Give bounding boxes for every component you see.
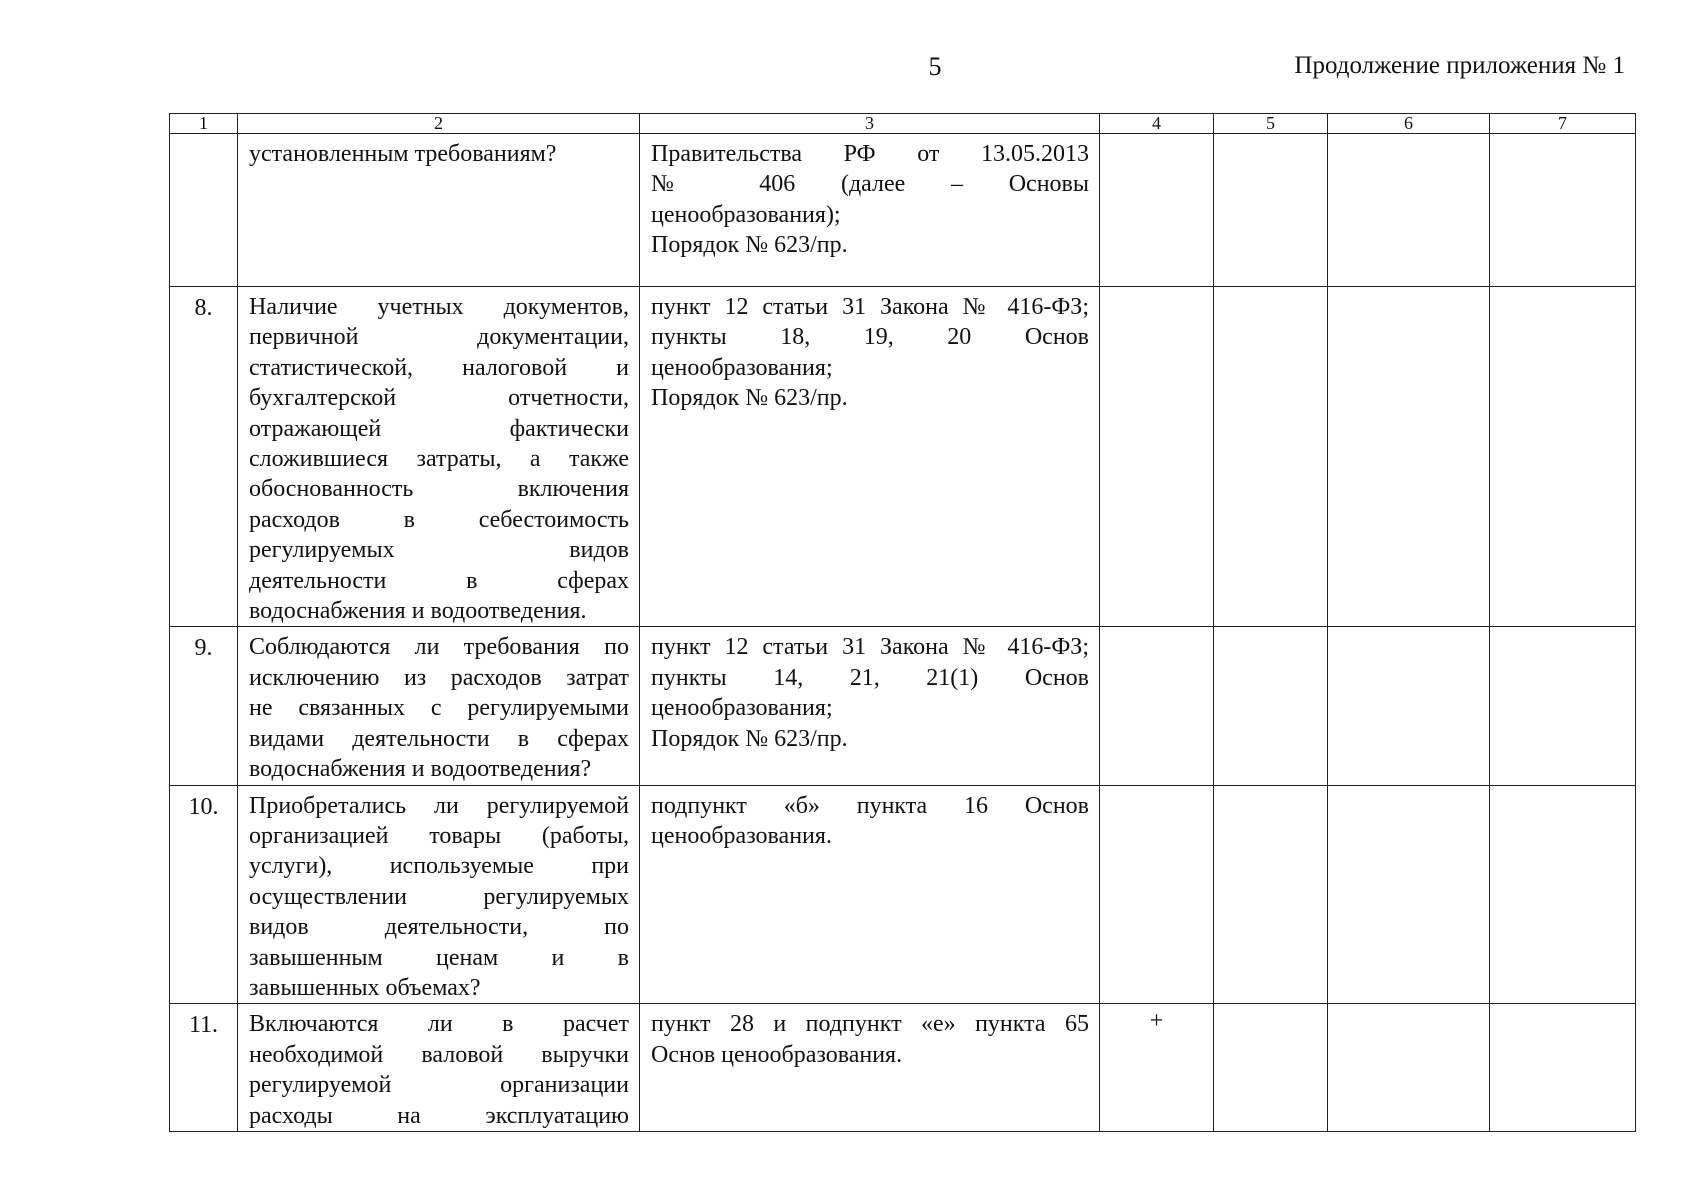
answer-no-cell (1214, 287, 1328, 627)
answer-yes-cell (1100, 134, 1214, 287)
question-line: видами деятельности в сферах (249, 725, 629, 752)
question-cell (238, 287, 640, 627)
legal-basis-cell (640, 134, 1100, 287)
not-applicable-cell (1328, 1004, 1490, 1132)
legal-basis-cell (640, 627, 1100, 785)
basis-line: пункты 18, 19, 20 Основ (651, 324, 1089, 351)
question-line: видов деятельности, по (249, 914, 629, 941)
table-row (170, 785, 1636, 1004)
basis-line: пункт 12 статьи 31 Закона № 416-ФЗ; (651, 294, 1089, 320)
answer-yes-cell (1100, 785, 1214, 1004)
question-line: услуги), используемые при (249, 853, 629, 880)
question-line: не связанных с регулируемыми (249, 695, 629, 722)
basis-line: № 406 (далее – Основы (651, 171, 1089, 198)
table-row (170, 1004, 1636, 1132)
question-line: осуществлении регулируемых (249, 883, 629, 910)
question-cell (238, 134, 640, 287)
row-number (170, 134, 238, 287)
appendix-continuation-note: Продолжение приложения № 1 (1294, 52, 1625, 79)
question-line: исключению из расходов затрат (249, 664, 629, 691)
question-cell (238, 627, 640, 785)
question-line: обоснованность включения (249, 476, 629, 503)
checklist-table (169, 113, 1636, 1132)
question-line: бухгалтерской отчетности, (249, 385, 629, 412)
notes-cell (1490, 134, 1636, 287)
basis-line: пункты 14, 21, 21(1) Основ (651, 664, 1089, 691)
not-applicable-cell (1328, 785, 1490, 1004)
question-line: отражающей фактически (249, 415, 629, 442)
not-applicable-cell (1328, 627, 1490, 785)
question-line: завышенным ценам и в (249, 944, 629, 971)
question-line: сложившиеся затраты, а также (249, 446, 629, 473)
not-applicable-cell (1328, 134, 1490, 287)
column-header-5: 5 (1214, 114, 1328, 134)
basis-line: Порядок № 623/пр. (651, 385, 848, 412)
question-line: установленным требованиям? (249, 141, 557, 167)
answer-yes-cell (1100, 287, 1214, 627)
question-line: завышенных объемах? (249, 974, 481, 1001)
question-line: Включаются ли в расчет (249, 1011, 629, 1038)
basis-line: Правительства РФ от 13.05.2013 (651, 141, 1089, 167)
question-line: расходы на эксплуатацию (249, 1102, 629, 1129)
question-line: необходимой валовой выручки (249, 1041, 629, 1068)
row-number: 11. (170, 1004, 238, 1132)
question-line: организацией товары (работы, (249, 822, 629, 849)
basis-line: Основ ценообразования. (651, 1041, 903, 1068)
question-line: водоснабжения и водоотведения? (249, 756, 592, 783)
legal-basis-cell (640, 1004, 1100, 1132)
column-header-2: 2 (238, 114, 640, 134)
row-number: 8. (170, 287, 238, 627)
column-header-7: 7 (1490, 114, 1636, 134)
answer-yes-cell (1100, 627, 1214, 785)
column-header-3: 3 (640, 114, 1100, 134)
answer-no-cell (1214, 1004, 1328, 1132)
table-row (170, 627, 1636, 785)
basis-line: пункт 28 и подпункт «е» пункта 65 (651, 1011, 1089, 1038)
question-line: Наличие учетных документов, (249, 294, 629, 320)
question-cell (238, 1004, 640, 1132)
basis-line: ценообразования; (651, 695, 833, 722)
column-header-1: 1 (170, 114, 238, 134)
column-header-4: 4 (1100, 114, 1214, 134)
question-line: статистической, налоговой и (249, 354, 629, 381)
row-number: 9. (170, 627, 238, 785)
basis-line: Порядок № 623/пр. (651, 725, 848, 752)
question-line: расходов в себестоимость (249, 506, 629, 533)
notes-cell (1490, 287, 1636, 627)
question-line: регулируемых видов (249, 537, 629, 564)
notes-cell (1490, 785, 1636, 1004)
basis-line: пункт 12 статьи 31 Закона № 416-ФЗ; (651, 634, 1089, 661)
legal-basis-cell (640, 287, 1100, 627)
question-line: водоснабжения и водоотведения. (249, 598, 587, 625)
row-number: 10. (170, 785, 238, 1004)
question-line: Приобретались ли регулируемой (249, 792, 629, 819)
answer-yes-cell: + (1100, 1004, 1214, 1132)
question-line: регулируемой организации (249, 1072, 629, 1099)
notes-cell (1490, 627, 1636, 785)
basis-line: подпункт «б» пункта 16 Основ (651, 792, 1089, 819)
basis-line: ценообразования. (651, 822, 832, 849)
table-row (170, 134, 1636, 287)
column-header-6: 6 (1328, 114, 1490, 134)
basis-line: ценообразования); (651, 201, 841, 228)
answer-no-cell (1214, 785, 1328, 1004)
answer-no-cell (1214, 134, 1328, 287)
basis-line: Порядок № 623/пр. (651, 232, 848, 259)
column-number-row (170, 114, 1636, 134)
answer-no-cell (1214, 627, 1328, 785)
not-applicable-cell (1328, 287, 1490, 627)
basis-line: ценообразования; (651, 354, 833, 381)
table-row (170, 287, 1636, 627)
page-number: 5 (928, 52, 942, 81)
legal-basis-cell (640, 785, 1100, 1004)
question-cell (238, 785, 640, 1004)
question-line: первичной документации, (249, 324, 629, 351)
question-line: деятельности в сферах (249, 567, 629, 594)
question-line: Соблюдаются ли требования по (249, 634, 629, 661)
notes-cell (1490, 1004, 1636, 1132)
